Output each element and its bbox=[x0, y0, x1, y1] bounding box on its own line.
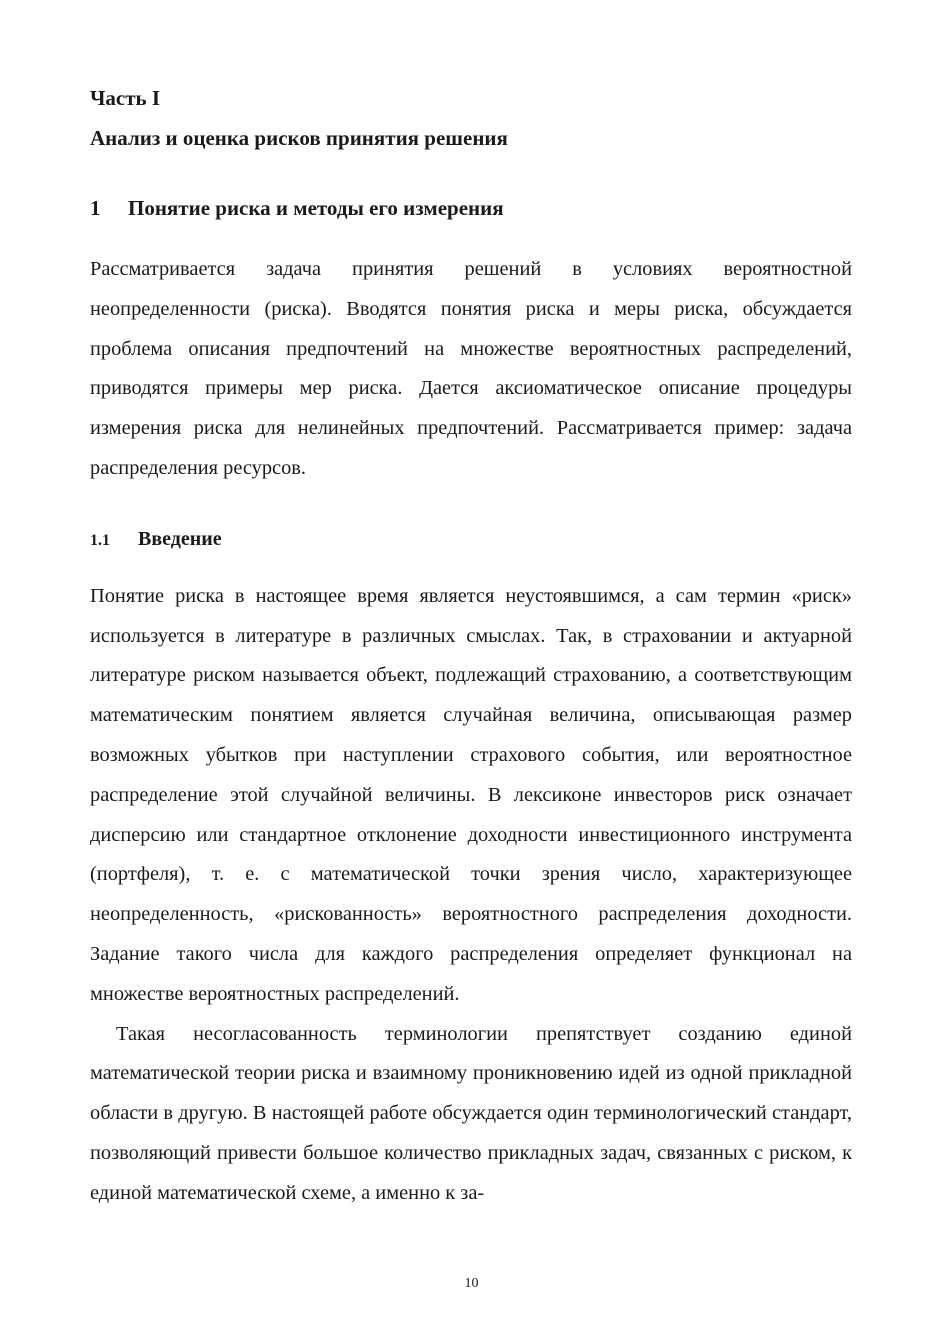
section-number: 1 bbox=[90, 196, 101, 220]
section-title: Понятие риска и методы его измерения bbox=[128, 196, 504, 220]
part-title: Анализ и оценка рисков принятия решения bbox=[90, 126, 508, 150]
part-label: Часть I bbox=[90, 86, 161, 110]
page-number: 10 bbox=[464, 1276, 479, 1291]
abstract-paragraph: Рассматривается задача принятия решений в условиях вероятностной неопределенности (риска). Вводятся понятия риска и меры риска, обсуждается проблема описания предпочтений на множестве вероятностных распределений, приводятся примеры мер риска. Дается аксиоматическое описание процедуры измерения риска для нелинейных предпочтений. Рассматривается пример: задача распределения ресурсов. bbox=[90, 258, 852, 479]
section-heading bbox=[90, 192, 852, 224]
body-paragraph: Понятие риска в настоящее время является неустоявшимся, а сам термин «риск» используется в литературе в различных смыслах. Так, в страховании и актуарной литературе риском называется объект, подлежащий страхованию, а соответствующим математическим понятием является случайная величина, описывающая размер возможных убытков при наступлении страхового события, или вероятностное распределение этой случайной величины. В лексиконе инвесторов риск означает дисперсию или стандартное отклонение доходности инвестиционного инструмента (портфеля), т. е. с математической точки зрения число, характеризующее неопределенность, «рискованность» вероятностного распределения доходности. Задание такого числа для каждого распределения определяет функционал на множестве вероятностных распределений. bbox=[90, 584, 852, 1005]
subsection-heading bbox=[90, 523, 852, 557]
body-paragraph: Такая несогласованность терминологии препятствует созданию единой математической теории риска и взаимному проникновению идей из одной прикладной области в другую. В настоящей работе обсуждается один терминологический стандарт, позволяющий привести большое количество прикладных задач, связанных с риском, к единой математической схеме, а именно к за- bbox=[90, 1022, 852, 1204]
page-body bbox=[90, 82, 852, 1214]
subsection-number: 1.1 bbox=[90, 531, 110, 549]
subsection-title: Введение bbox=[138, 527, 222, 550]
